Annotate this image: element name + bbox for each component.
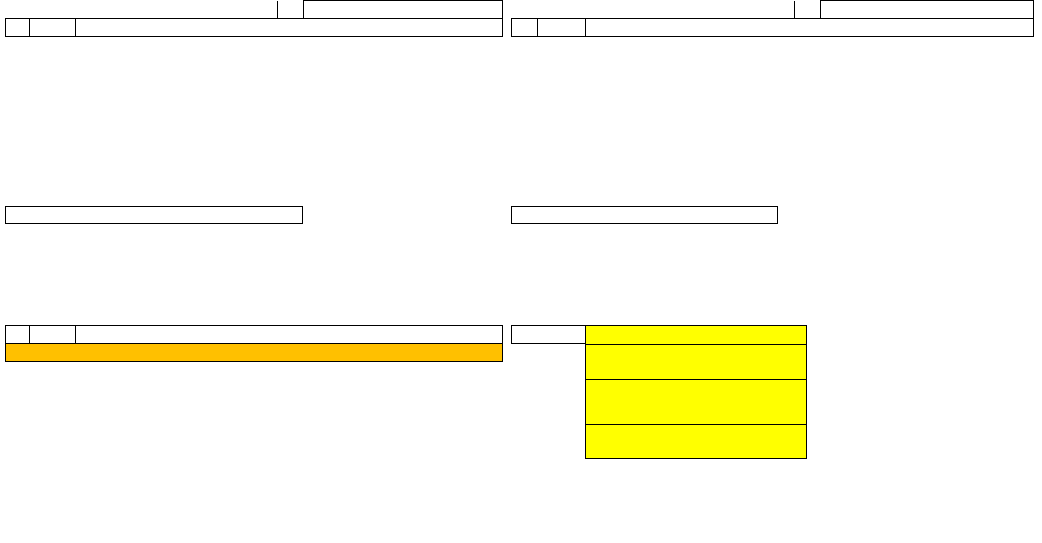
group-a-standings: [5, 206, 366, 224]
kod-header: [512, 19, 538, 37]
award-player: [586, 345, 806, 380]
po-godz-header: [30, 326, 76, 344]
format-label: [821, 1, 1034, 19]
award-keeper: [586, 424, 806, 459]
godz-header: [538, 19, 586, 37]
group-a-schedule: [5, 0, 503, 37]
stage-header: [512, 326, 586, 344]
mecze-header: [586, 19, 1034, 37]
group-b-schedule: [511, 0, 1034, 37]
po-mecze-header: [76, 326, 503, 344]
awards-title: [586, 326, 806, 345]
award-scorer: [586, 380, 806, 424]
awards-box: [585, 325, 807, 459]
mecze-header: [76, 19, 503, 37]
format-label: [304, 1, 503, 19]
group-b-title: [512, 207, 778, 224]
playoff-schedule: [5, 325, 503, 362]
godz-header: [30, 19, 76, 37]
kod-header: [6, 19, 30, 37]
group-b-standings: [511, 206, 814, 224]
po-kod-header: [6, 326, 30, 344]
playoff-stages: [511, 325, 586, 344]
ceremony-footer: [6, 344, 503, 362]
group-a-title: [6, 207, 303, 224]
